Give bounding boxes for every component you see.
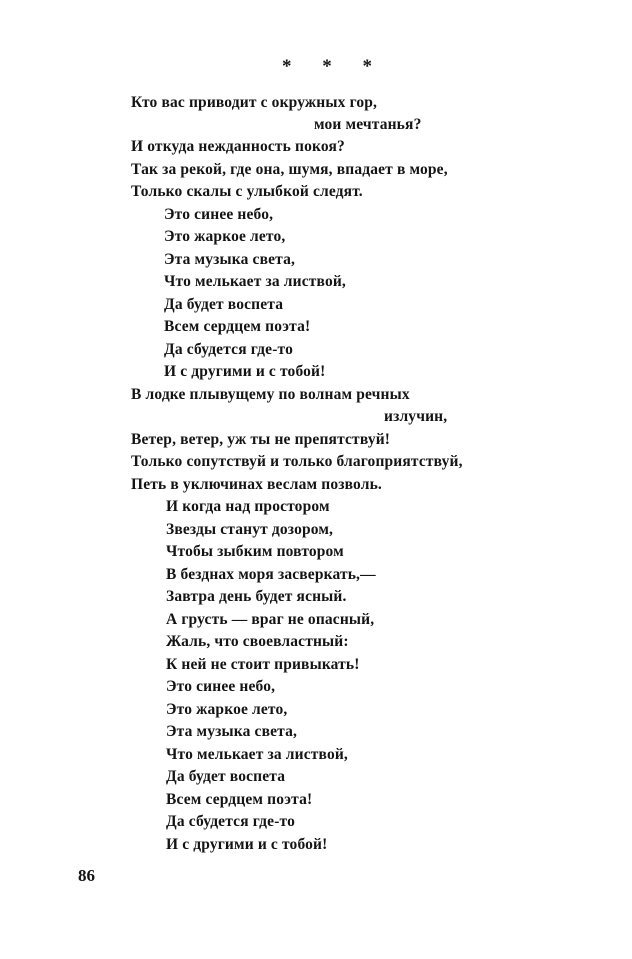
poem-line: мои мечтанья?: [314, 116, 422, 133]
poem-line: Так за рекой, где она, шумя, впадает в море,: [131, 161, 448, 178]
poem-line: Эта музыка света,: [164, 251, 296, 268]
poem-line: Это жаркое лето,: [166, 701, 288, 718]
poem-line: Чтобы зыбким повтором: [166, 543, 344, 560]
poem-line: В безднах моря засверкать,—: [166, 566, 376, 583]
poem-line: Ветер, ветер, уж ты не препятствуй!: [131, 431, 391, 448]
poem-line: Только скалы с улыбкой следят.: [131, 183, 363, 200]
ornament-star: *: [362, 56, 372, 77]
poem-line: И с другими и с тобой!: [166, 836, 328, 853]
ornament-star: *: [282, 56, 292, 77]
poem-line: Звезды станут дозором,: [166, 521, 334, 538]
poem-line: Эта музыка света,: [166, 723, 298, 740]
poem-line: Только сопутствуй и только благоприятствуй,: [131, 453, 463, 470]
poem-line: Всем сердцем поэта!: [166, 791, 313, 808]
poem-line: Это синее небо,: [166, 678, 276, 695]
poem-line: Да сбудется где-то: [166, 813, 295, 830]
poem-line: Это жаркое лето,: [164, 228, 286, 245]
poem-line: Что мелькает за листвой,: [164, 273, 346, 290]
poem-line: К ней не стоит привыкать!: [166, 656, 360, 673]
poem-line: А грусть — враг не опасный,: [166, 611, 375, 628]
page-number: 86: [78, 866, 95, 885]
poem-line: И когда над простором: [166, 498, 330, 515]
poem-line: Кто вас приводит с окружных гор,: [131, 94, 378, 111]
poem-line: Это синее небо,: [164, 206, 274, 223]
poem-line: Петь в уключинах веслам позволь.: [131, 476, 382, 493]
poem-line: Да будет воспета: [164, 296, 284, 313]
poem-line: излучин,: [384, 408, 448, 425]
poem-line: Завтра день будет ясный.: [166, 588, 347, 605]
poem-line: И откуда нежданность покоя?: [131, 138, 345, 155]
poem-line: И с другими и с тобой!: [164, 363, 326, 380]
poem-line: Всем сердцем поэта!: [164, 318, 311, 335]
poem-line: Что мелькает за листвой,: [166, 746, 348, 763]
ornament-star: *: [322, 56, 332, 77]
poem-line: Да будет воспета: [166, 768, 286, 785]
poem-line: Жаль, что своевластный:: [166, 633, 349, 650]
poem-line: В лодке плывущему по волнам речных: [131, 386, 410, 403]
section-ornament: [282, 56, 372, 78]
poem-line: Да сбудется где-то: [164, 341, 293, 358]
